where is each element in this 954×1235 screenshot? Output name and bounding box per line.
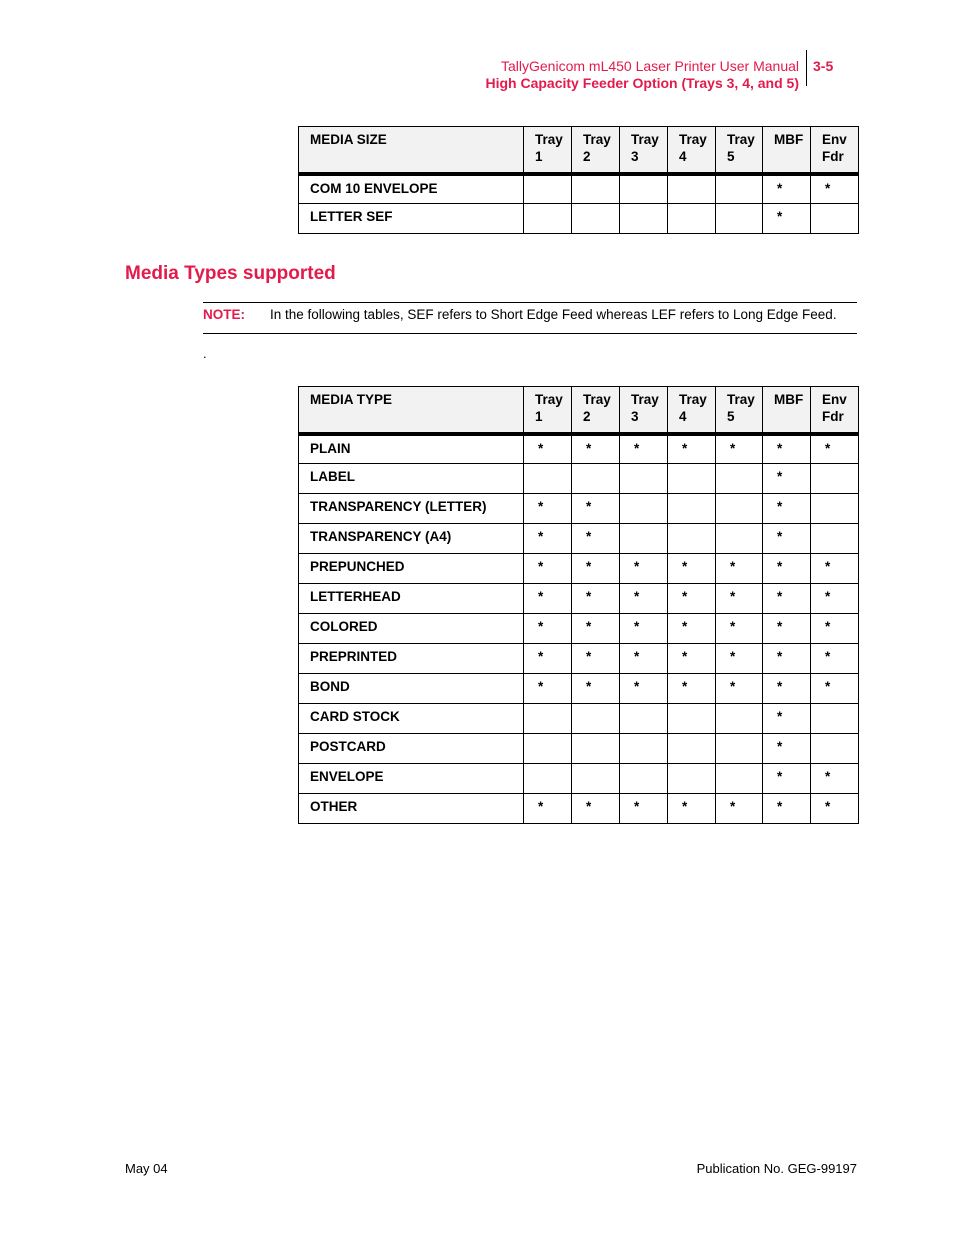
- stray-period: .: [203, 346, 207, 361]
- support-cell: [811, 204, 859, 234]
- support-cell: [668, 494, 716, 524]
- column-header: Tray 5: [716, 387, 763, 434]
- support-cell: [716, 704, 763, 734]
- support-cell: [716, 204, 763, 234]
- support-cell: *: [572, 554, 620, 584]
- support-cell: [811, 494, 859, 524]
- support-cell: *: [811, 674, 859, 704]
- support-cell: *: [716, 794, 763, 824]
- column-header: MBF: [763, 387, 811, 434]
- support-cell: *: [620, 674, 668, 704]
- support-cell: *: [572, 794, 620, 824]
- media-label: PLAIN: [299, 434, 524, 464]
- support-cell: *: [668, 554, 716, 584]
- column-header: Env Fdr: [811, 387, 859, 434]
- support-cell: *: [763, 434, 811, 464]
- table-row: [299, 734, 859, 764]
- support-cell: [811, 524, 859, 554]
- support-cell: *: [811, 644, 859, 674]
- support-cell: [524, 204, 572, 234]
- table-row: [299, 174, 859, 204]
- support-cell: *: [572, 614, 620, 644]
- support-cell: *: [716, 614, 763, 644]
- support-cell: *: [572, 644, 620, 674]
- support-cell: [668, 734, 716, 764]
- support-cell: [620, 464, 668, 494]
- support-cell: *: [763, 464, 811, 494]
- support-cell: [668, 764, 716, 794]
- support-cell: [811, 704, 859, 734]
- column-header-label: MEDIA TYPE: [299, 387, 524, 434]
- table-row: [299, 204, 859, 234]
- support-cell: [620, 204, 668, 234]
- media-label: TRANSPARENCY (A4): [299, 524, 524, 554]
- media-label: BOND: [299, 674, 524, 704]
- note-box: [203, 302, 857, 334]
- support-cell: *: [668, 644, 716, 674]
- support-cell: [572, 204, 620, 234]
- support-cell: *: [716, 584, 763, 614]
- table-row: [299, 674, 859, 704]
- column-header: Tray 1: [524, 127, 572, 174]
- support-cell: *: [763, 584, 811, 614]
- support-cell: [620, 524, 668, 554]
- support-cell: *: [572, 524, 620, 554]
- table-row: [299, 524, 859, 554]
- support-cell: [572, 734, 620, 764]
- support-cell: [620, 494, 668, 524]
- support-cell: [572, 704, 620, 734]
- media-label: LETTERHEAD: [299, 584, 524, 614]
- support-cell: *: [763, 644, 811, 674]
- support-cell: [572, 174, 620, 204]
- support-cell: [668, 704, 716, 734]
- support-cell: [524, 764, 572, 794]
- support-cell: *: [668, 794, 716, 824]
- support-cell: [620, 764, 668, 794]
- table-row: [299, 494, 859, 524]
- section-heading: Media Types supported: [125, 263, 336, 284]
- support-cell: *: [763, 524, 811, 554]
- support-cell: *: [572, 434, 620, 464]
- support-cell: *: [716, 674, 763, 704]
- support-cell: *: [524, 494, 572, 524]
- support-cell: [716, 494, 763, 524]
- support-cell: *: [763, 204, 811, 234]
- table-row: [299, 614, 859, 644]
- column-header: MBF: [763, 127, 811, 174]
- column-header: Tray 2: [572, 387, 620, 434]
- support-cell: *: [524, 794, 572, 824]
- table-row: [299, 584, 859, 614]
- support-cell: *: [763, 674, 811, 704]
- table-header-row: [299, 127, 859, 174]
- support-cell: *: [763, 614, 811, 644]
- support-cell: *: [811, 614, 859, 644]
- support-cell: [620, 704, 668, 734]
- support-cell: [620, 734, 668, 764]
- support-cell: *: [524, 554, 572, 584]
- support-cell: *: [668, 584, 716, 614]
- support-cell: [524, 464, 572, 494]
- support-cell: *: [620, 644, 668, 674]
- media-label: PREPUNCHED: [299, 554, 524, 584]
- support-cell: [716, 764, 763, 794]
- support-cell: [811, 734, 859, 764]
- support-cell: *: [763, 174, 811, 204]
- table-row: [299, 434, 859, 464]
- support-cell: *: [620, 794, 668, 824]
- support-cell: *: [763, 704, 811, 734]
- support-cell: *: [716, 644, 763, 674]
- column-header: Tray 1: [524, 387, 572, 434]
- table-row: [299, 464, 859, 494]
- manual-title: TallyGenicom mL450 Laser Printer User Manual: [500, 58, 799, 74]
- support-cell: *: [716, 554, 763, 584]
- support-cell: [524, 734, 572, 764]
- media-label: ENVELOPE: [299, 764, 524, 794]
- note-text: In the following tables, SEF refers to Short Edge Feed whereas LEF refers to Long Edge Feed.: [270, 307, 837, 322]
- support-cell: *: [524, 434, 572, 464]
- support-cell: *: [524, 674, 572, 704]
- support-cell: *: [524, 524, 572, 554]
- support-cell: [572, 764, 620, 794]
- media-label: POSTCARD: [299, 734, 524, 764]
- support-cell: [668, 524, 716, 554]
- support-cell: [668, 204, 716, 234]
- column-header: Tray 5: [716, 127, 763, 174]
- support-cell: *: [572, 494, 620, 524]
- support-cell: [716, 734, 763, 764]
- support-cell: *: [763, 494, 811, 524]
- media-label: CARD STOCK: [299, 704, 524, 734]
- support-cell: [716, 174, 763, 204]
- support-cell: *: [811, 174, 859, 204]
- media-label: TRANSPARENCY (LETTER): [299, 494, 524, 524]
- support-cell: *: [620, 584, 668, 614]
- section-title: High Capacity Feeder Option (Trays 3, 4, and 5): [485, 75, 799, 91]
- table-row: [299, 704, 859, 734]
- support-cell: [524, 704, 572, 734]
- support-cell: [668, 174, 716, 204]
- support-cell: *: [572, 584, 620, 614]
- support-cell: *: [524, 644, 572, 674]
- header-divider: [806, 50, 807, 86]
- column-header-label: MEDIA SIZE: [299, 127, 524, 174]
- table-row: [299, 764, 859, 794]
- support-cell: [716, 524, 763, 554]
- table-header-row: [299, 387, 859, 434]
- support-cell: [811, 464, 859, 494]
- media-label: COM 10 ENVELOPE: [299, 174, 524, 204]
- support-cell: *: [763, 554, 811, 584]
- support-cell: [620, 174, 668, 204]
- support-cell: [572, 464, 620, 494]
- table-row: [299, 554, 859, 584]
- media-label: OTHER: [299, 794, 524, 824]
- running-header: [485, 58, 799, 92]
- media-label: PREPRINTED: [299, 644, 524, 674]
- support-cell: *: [811, 554, 859, 584]
- note-label: NOTE:: [203, 307, 245, 322]
- column-header: Tray 3: [620, 387, 668, 434]
- support-cell: *: [524, 584, 572, 614]
- support-cell: *: [811, 764, 859, 794]
- media-label: LETTER SEF: [299, 204, 524, 234]
- support-cell: *: [572, 674, 620, 704]
- support-cell: *: [716, 434, 763, 464]
- support-cell: [524, 174, 572, 204]
- support-cell: *: [524, 614, 572, 644]
- support-cell: [668, 464, 716, 494]
- support-cell: *: [763, 794, 811, 824]
- table-row: [299, 794, 859, 824]
- media-label: LABEL: [299, 464, 524, 494]
- support-cell: *: [620, 434, 668, 464]
- support-cell: *: [763, 734, 811, 764]
- support-cell: *: [620, 614, 668, 644]
- column-header: Env Fdr: [811, 127, 859, 174]
- column-header: Tray 4: [668, 127, 716, 174]
- support-cell: *: [763, 764, 811, 794]
- column-header: Tray 3: [620, 127, 668, 174]
- footer-date: May 04: [125, 1161, 168, 1176]
- column-header: Tray 2: [572, 127, 620, 174]
- support-cell: *: [620, 554, 668, 584]
- support-cell: *: [668, 614, 716, 644]
- page-number: 3-5: [813, 58, 834, 74]
- support-cell: [716, 464, 763, 494]
- media-label: COLORED: [299, 614, 524, 644]
- support-cell: *: [668, 674, 716, 704]
- support-cell: *: [668, 434, 716, 464]
- table-row: [299, 644, 859, 674]
- support-cell: *: [811, 434, 859, 464]
- media-size-table: [298, 126, 859, 234]
- support-cell: *: [811, 794, 859, 824]
- column-header: Tray 4: [668, 387, 716, 434]
- footer-publication: Publication No. GEG-99197: [696, 1161, 857, 1176]
- media-type-table: [298, 386, 859, 824]
- support-cell: *: [811, 584, 859, 614]
